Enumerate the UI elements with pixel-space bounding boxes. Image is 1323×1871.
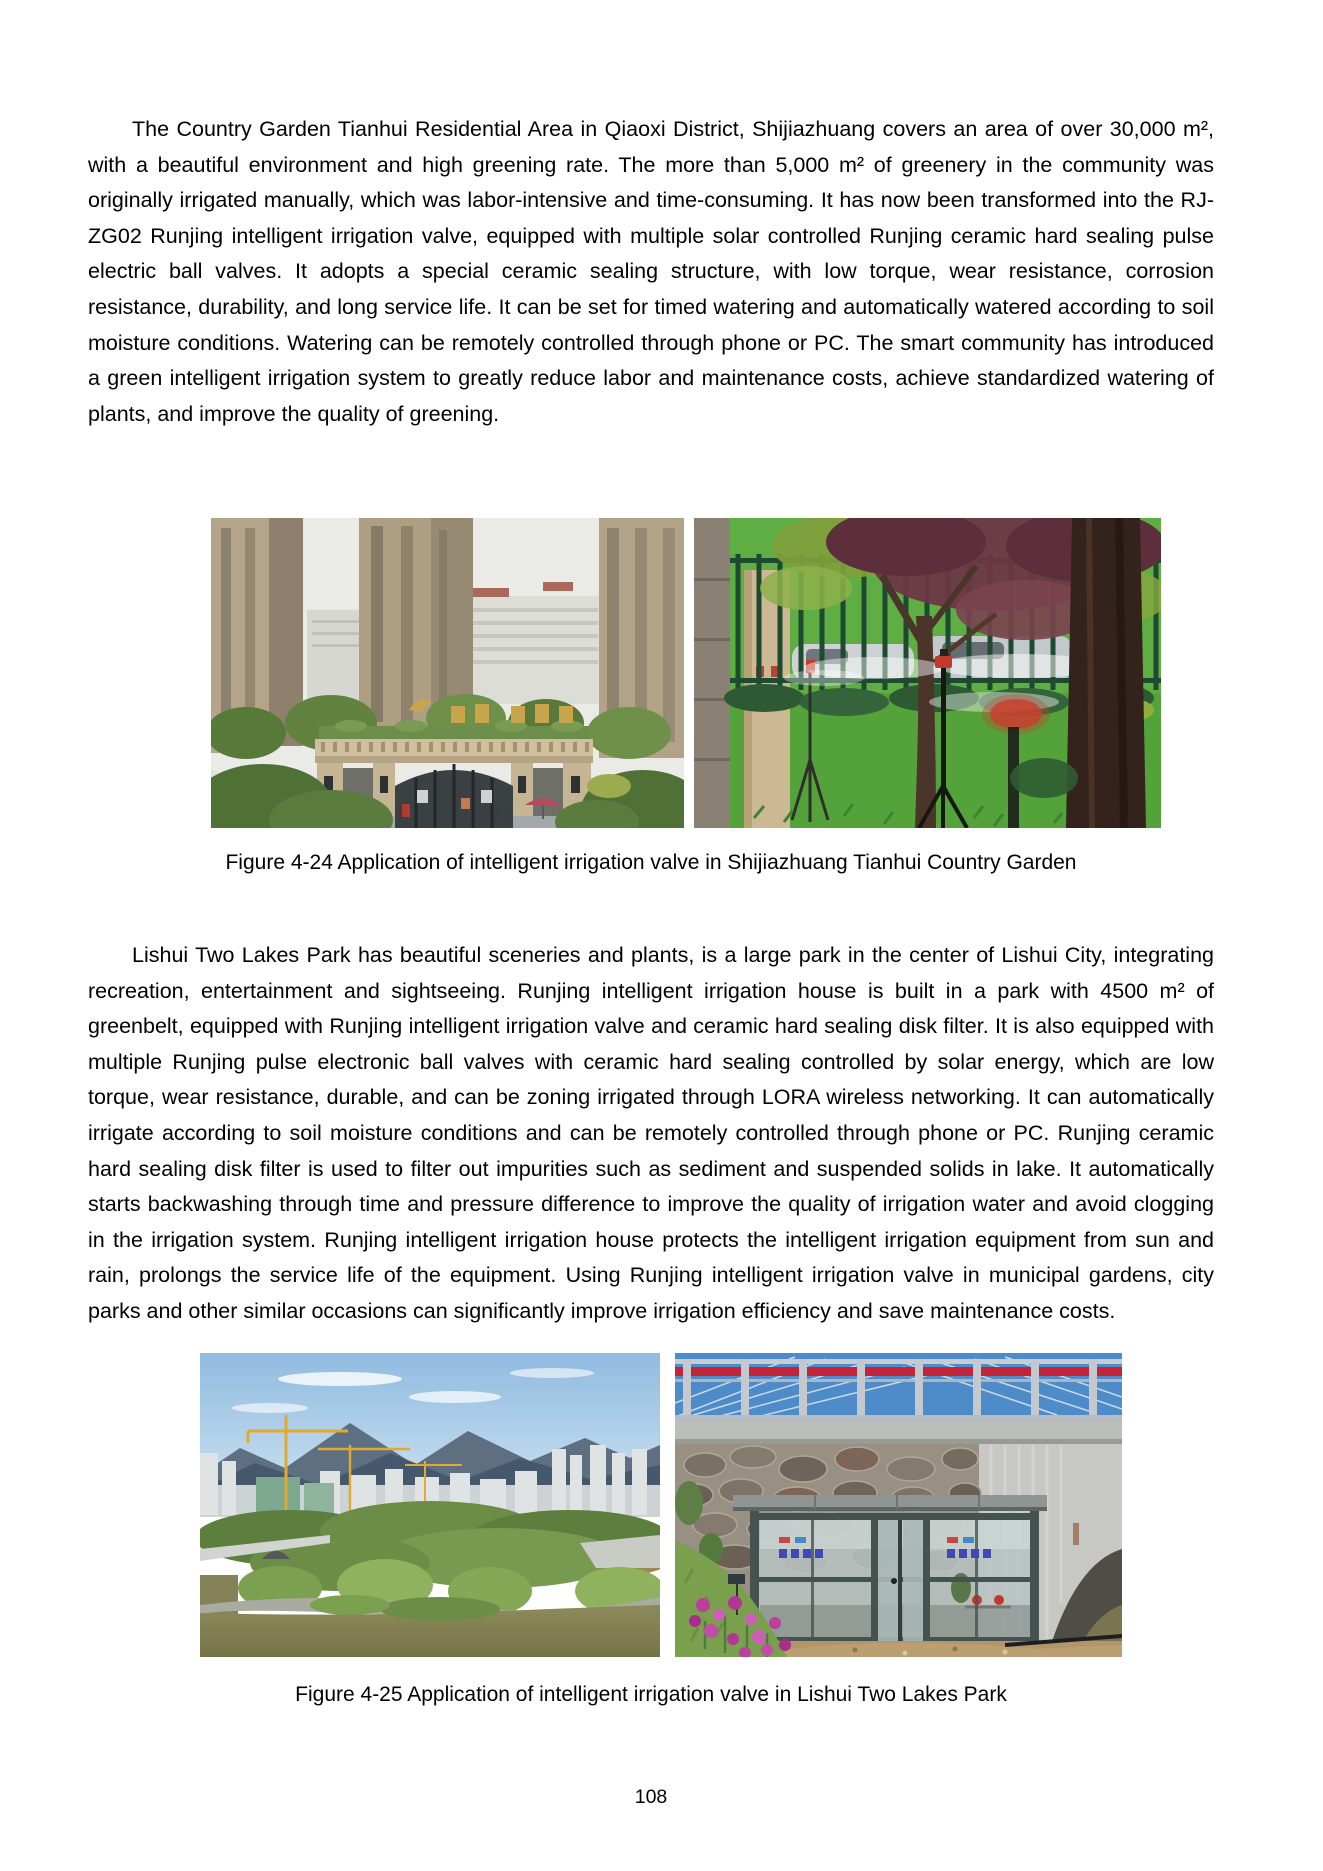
figure-4-24-right-photo: [694, 518, 1161, 828]
figure-4-25-caption: Figure 4-25 Application of intelligent irrigation valve in Lishui Two Lakes Park: [295, 1683, 1007, 1706]
paragraph-tianhui: The Country Garden Tianhui Residential Area in Qiaoxi District, Shijiazhuang covers an area of over 30,000 m², with a beautiful environment and high greening rate. The more than 5,000 m² of greenery in the community was originally irrigated manually, which was labor-intensive and time-consuming. It has now been transformed into the RJ-ZG02 Runjing intelligent irrigation valve, equipped with multiple solar controlled Runjing ceramic hard sealing pulse electric ball valves. It adopts a special ceramic sealing structure, with low torque, wear resistance, corrosion resistance, durability, and long service life. It can be set for timed watering and automatically watered according to soil moisture conditions. Watering can be remotely controlled through phone or PC. The smart community has introduced a green intelligent irrigation system to greatly reduce labor and maintenance costs, achieve standardized watering of plants, and improve the quality of greening.: [88, 117, 1214, 426]
figure-4-25-left-photo: [200, 1353, 660, 1657]
paragraph-lishui: Lishui Two Lakes Park has beautiful sceneries and plants, is a large park in the center of Lishui City, integrating recreation, entertainment and sightseeing. Runjing intelligent irrigation house is built in a park with 4500 m² of greenbelt, equipped with Runjing intelligent irrigation valve and ceramic hard sealing disk filter. It is also equipped with multiple Runjing pulse electronic ball valves with ceramic hard sealing controlled by solar energy, which are low torque, wear resistance, durable, and can be zoning irrigated through LORA wireless networking. It can automatically irrigate according to soil moisture conditions and can be remotely controlled through phone or PC. Runjing ceramic hard sealing disk filter is used to filter out impurities such as sediment and suspended solids in lake. It automatically starts backwashing through time and pressure difference to improve the quality of irrigation water and avoid clogging in the irrigation system. Runjing intelligent irrigation house protects the intelligent irrigation equipment from sun and rain, prolongs the service life of the equipment. Using Runjing intelligent irrigation valve in municipal gardens, city parks and other similar occasions can significantly improve irrigation efficiency and save maintenance costs.: [88, 943, 1214, 1323]
figure-4-25-right-photo: [675, 1353, 1122, 1657]
figure-4-24-caption: Figure 4-24 Application of intelligent irrigation valve in Shijiazhuang Tianhui Country Garden: [225, 851, 1077, 874]
page-number: 108: [634, 1786, 668, 1808]
figure-4-24-left-photo: [211, 518, 684, 828]
